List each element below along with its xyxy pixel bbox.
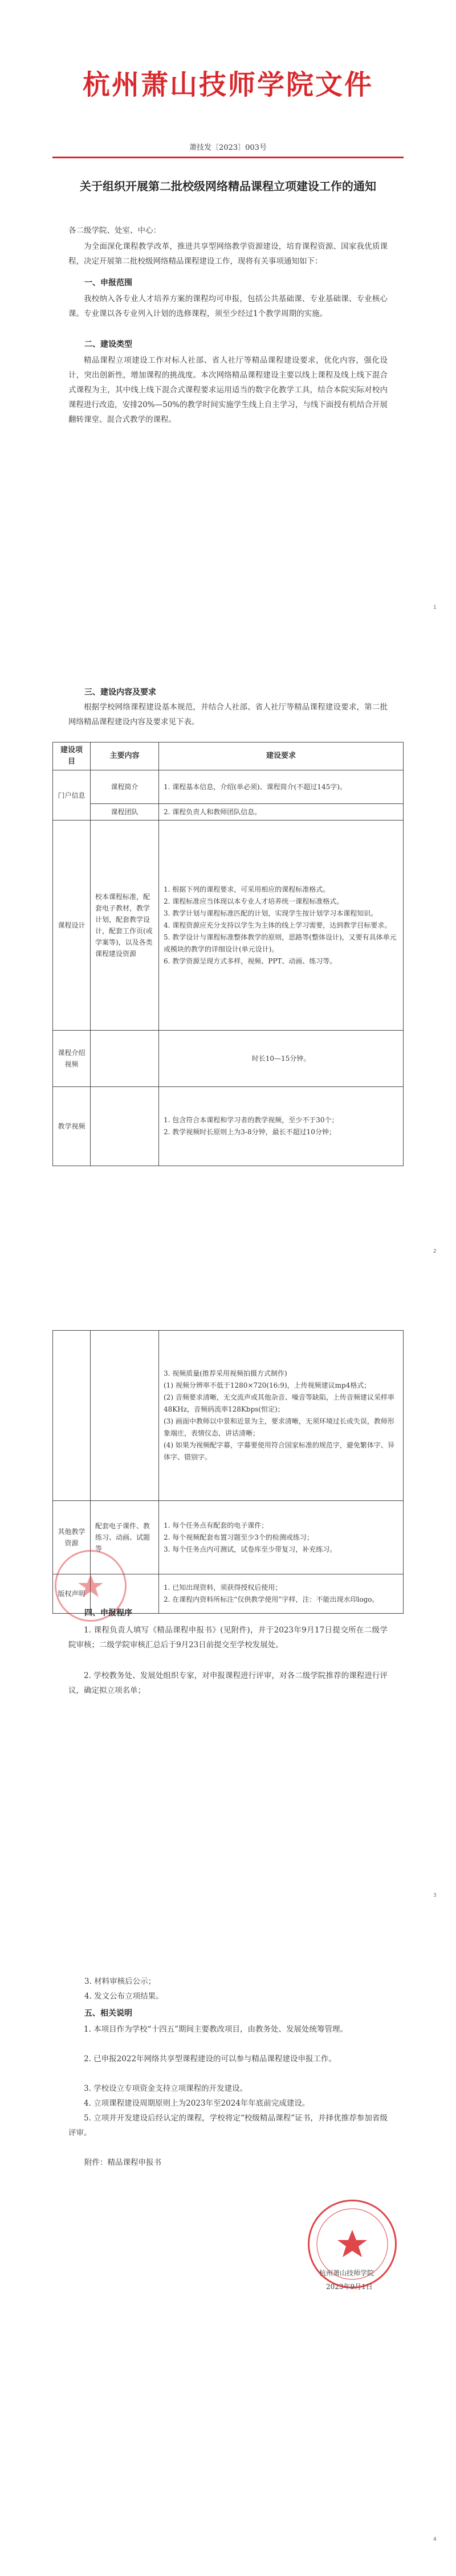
cell-content <box>91 1331 159 1501</box>
section-4-item: 3. 材料审核后公示； <box>84 1977 156 1986</box>
row-label-design: 课程设计 <box>53 821 91 1031</box>
section-1-body: 我校纳入各专业人才培养方案的课程均可申报，包括公共基础课、专业基础课、专业核心课。专业课以各专业列入计划的选修课程，须至少经过1个教学周期的实施。 <box>68 294 388 318</box>
requirement-line: 3. 教学计划与课程标准匹配的计划，实现学生按计划学习本课程知识。 <box>164 909 378 917</box>
cell-requirement: 2. 课程负责人和教师团队信息。 <box>159 804 404 821</box>
cell-content <box>91 1087 159 1166</box>
page-2 <box>0 644 456 1288</box>
section-4-title: 四、申报程序 <box>84 1609 132 1618</box>
section-5-item: 5. 立项并开发建设后经认定的课程，学校将定“校级精品课程”证书，并择优推荐参加省级评审。 <box>68 2114 388 2138</box>
table-row <box>53 770 404 804</box>
row-label-intro-video: 课程介绍视频 <box>53 1031 91 1087</box>
section-3-title: 三、建设内容及要求 <box>84 688 156 697</box>
requirement-line: 2. 课程标准应当体现以本专业人才培养统一课程标准格式。 <box>164 897 344 905</box>
intro-paragraph: 为全面深化课程教学改革，推进共享型网络教学资源建设，培育课程资源、国家我优质课程，决定开展第二批校级网络精品课程建设工作，现将有关事项通知如下： <box>68 242 388 266</box>
cell-requirement <box>159 821 404 1031</box>
document-number: 萧技发〔2023〕003号 <box>189 143 267 152</box>
section-5-item: 4. 立项课程建设周期原则上为2023年至2024年年底前完成建设。 <box>84 2099 310 2108</box>
section-4-item: 1. 课程负责人填写《精品课程申报书》(见附件)，并于2023年9月17日提交所在二级学院审核；二级学院审核汇总后于9月23日前提交至学校发展处。 <box>68 1626 388 1650</box>
header-requirement: 建设要求 <box>159 743 404 770</box>
requirement-line: 2. 每个视频配套布置习题至少3个的检测或练习； <box>164 1533 314 1541</box>
page-3 <box>0 1288 456 1932</box>
page-number: 2 <box>433 1249 437 1254</box>
cell-requirement: 时长10—15分钟。 <box>159 1031 404 1087</box>
section-5-title: 五、相关说明 <box>84 2009 132 2018</box>
requirement-line: (4) 如果为视频配字幕，字幕要使用符合国家标准的规范字，避免繁体字、异体字、错别字。 <box>164 1441 394 1461</box>
table-row <box>53 804 404 821</box>
section-2-title: 二、建设类型 <box>84 340 132 349</box>
requirement-line: (2) 音频要求清晰，无交流声或其他杂音、噪音等缺陷，上传音频建议采样率48KHz，音频码流率128Kbps(恒定)； <box>164 1393 394 1413</box>
cell-requirement <box>159 1087 404 1166</box>
requirement-line: 1. 根据下列的课程要求，可采用相应的课程标准格式。 <box>164 885 330 893</box>
cell-content: 课程团队 <box>91 804 159 821</box>
requirement-line: 2. 在课程内资料所标注“仅供教学使用”字样，注：不能出现水印logo。 <box>164 1595 379 1603</box>
section-1-title: 一、申报范围 <box>84 278 132 288</box>
page-number: 1 <box>433 605 437 610</box>
salutation: 各二级学院、处室、中心： <box>68 226 161 235</box>
page-number: 4 <box>433 2537 437 2542</box>
notice-title: 关于组织开展第二批校级网络精品课程立项建设工作的通知 <box>80 179 376 193</box>
row-label-copyright: 版权声明 <box>53 1574 91 1614</box>
requirement-line: 1. 已知出现资料，须获得授权后使用； <box>164 1584 282 1591</box>
cell-content: 校本课程标准，配套电子教材，教学计划，配套教学设计，配套工作页(或学案等)，以及各类课程建设资源 <box>91 821 159 1031</box>
row-label-teaching-video: 教学视频 <box>53 1087 91 1166</box>
table-row <box>53 1087 404 1166</box>
attachment-note: 附件：精品课程申报书 <box>84 2158 161 2167</box>
cell-content: 课程简介 <box>91 770 159 804</box>
cell-content: 配套电子课件、教练习、动画、试题等 <box>91 1501 159 1574</box>
requirement-line: 2. 教学视频时长原则上为3-8分钟，最长不超过10分钟； <box>164 1128 336 1136</box>
document-header-title: 杭州萧山技师学院文件 <box>82 69 373 101</box>
section-4-item: 2. 学校教务处、发展处组织专家，对申报课程进行评审，对各二级学院推荐的课程进行评议，确定拟立项名单； <box>68 1671 388 1695</box>
requirement-line: 1. 包含符合本课程和学习者的教学视频，至少不于30个； <box>164 1116 339 1124</box>
cell-requirement <box>159 1574 404 1614</box>
cell-requirement: 1. 课程基本信息，介绍(单必须)、课程简介(不超过145字)。 <box>159 770 404 804</box>
requirement-line: 5. 教学设计与课程标准整体教学的原则，思路等(整体设计)，又要有具体单元或模块的教学的详细设计(单元设计)。 <box>164 933 397 953</box>
section-5-item: 1. 本项目作为学校“十四五”期间主要教改项目，由教务处、发展处统筹管理。 <box>84 2025 348 2034</box>
cell-requirement <box>159 1331 404 1501</box>
requirement-line: 3. 每个任务点内可测试，试卷库至少带复习，补充练习。 <box>164 1545 337 1553</box>
requirement-line: 3. 视频质量(推荐采用视频拍摄方式制作) <box>164 1369 287 1377</box>
header-content: 主要内容 <box>91 743 159 770</box>
section-5-item: 3. 学校设立专项资金支持立项课程的开发建设。 <box>84 2084 248 2093</box>
section-5-item: 2. 已申报2022年网络共享型课程建设的可以参与精品课程建设申报工作。 <box>84 2054 337 2064</box>
row-label-portal: 门户信息 <box>53 770 91 821</box>
seal-star-icon <box>310 2201 395 2287</box>
requirement-line: 4. 课程资源应充分支持以学生为主体的线上学习需要，达到教学目标要求。 <box>164 921 392 929</box>
requirement-line: 1. 每个任务点有配套的电子课件； <box>164 1521 268 1529</box>
row-label-other-resources: 其他教学资源 <box>53 1501 91 1574</box>
section-3-body: 根据学校网络课程建设基本规范，并结合人社部、省人社厅等精品课程建设要求，第二批网络精品课程建设内容及要求见下表。 <box>68 703 388 727</box>
signing-date: 2023年9月1日 <box>326 2283 373 2291</box>
page-number: 3 <box>433 1893 437 1898</box>
official-seal <box>308 2200 397 2288</box>
cell-item <box>53 1331 91 1501</box>
header-item: 建设项目 <box>53 743 91 770</box>
signing-organization: 杭州萧山技师学院 <box>319 2269 374 2277</box>
table-header-row <box>53 743 404 770</box>
requirement-line: (1) 视频分辨率不低于1280×720(16:9)，上传视频建议mp4格式； <box>164 1381 371 1389</box>
section-2-body: 精品课程立项建设工作对标人社部、省人社厅等精品课程建设要求，优化内容，强化设计，突出创新性，增加课程的挑战度。本次网络精品课程建设主要以线上课程及线上线下混合式课程为主，其中线上线下混合式课程要求运用适当的数字化教学工具，结合本院实际对校内课程进行改造，安排20%—50%的教学时间实施学生线上自主学习，与线下面授有机结合开展翻转课堂、混合式教学的课程。 <box>68 356 388 424</box>
requirement-line: (3) 画面中教师以中景和近景为主，要求清晰，无须环境过长或失误，教师形象端庄，表情仪态，讲话清晰； <box>164 1417 394 1437</box>
table-row <box>53 821 404 1031</box>
red-divider <box>52 157 404 158</box>
table-row <box>53 1031 404 1087</box>
table-row <box>53 1331 404 1501</box>
page-1 <box>0 0 456 644</box>
requirement-line: 6. 教学资源呈现方式多样，视频、PPT、动画、练习等。 <box>164 957 337 965</box>
page-4 <box>0 1932 456 2576</box>
cell-requirement <box>159 1501 404 1574</box>
section-4-item: 4. 发文公布立项结果。 <box>84 1992 164 2001</box>
requirements-table <box>52 742 404 1166</box>
cell-content <box>91 1031 159 1087</box>
